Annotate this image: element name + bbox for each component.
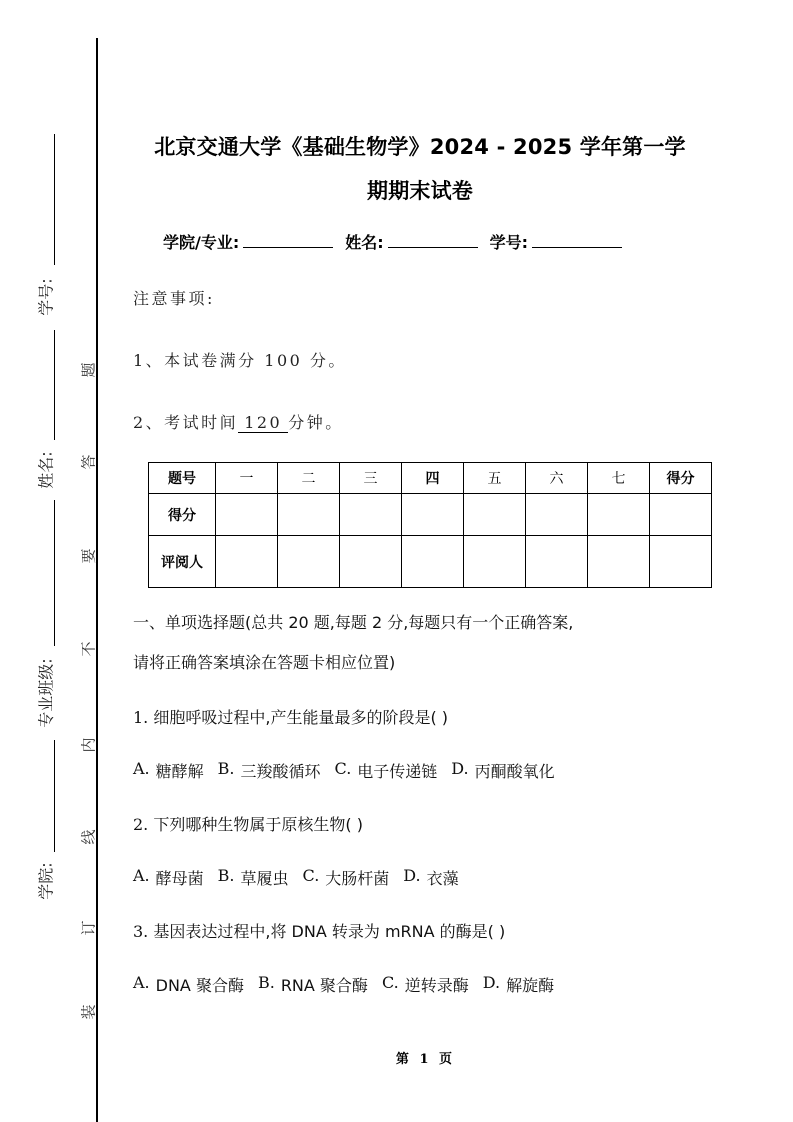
seal-text-char: 答 <box>79 454 98 470</box>
option-text: 糖酵解 <box>155 762 204 781</box>
option-letter: A. <box>133 759 150 778</box>
binding-label-major-class: 专业班级: <box>36 658 56 728</box>
option-text: 解旋酶 <box>506 976 555 995</box>
section1-heading-line1: 一、单项选择题(总共 20 题,每题 2 分,每题只有一个正确答案, <box>133 613 574 632</box>
student-id-blank[interactable] <box>532 231 622 248</box>
option-text: 三羧酸循环 <box>240 762 321 781</box>
score-cell <box>650 494 712 536</box>
exam-duration-value: 120 <box>238 414 288 433</box>
score-table-header-cell: 题号 <box>149 463 216 494</box>
grader-cell <box>216 536 278 588</box>
info-label: 姓名: <box>345 233 384 252</box>
option-text: 大肠杆菌 <box>325 869 390 888</box>
option-letter: D. <box>403 866 421 885</box>
score-table-header-cell: 二 <box>278 463 340 494</box>
question-1-stem <box>133 705 448 728</box>
seal-text-char: 装 <box>79 1004 98 1020</box>
page-number: 1 <box>419 1052 429 1067</box>
question-number: 3. <box>133 922 149 941</box>
option-letter: B. <box>257 973 275 992</box>
score-cell <box>278 494 340 536</box>
option-a <box>133 759 204 782</box>
college-major-blank[interactable] <box>243 231 333 248</box>
binding-underline <box>54 740 55 852</box>
score-cell <box>588 494 650 536</box>
score-cell <box>402 494 464 536</box>
page-prefix: 第 <box>395 1052 409 1067</box>
score-table-row-label: 评阅人 <box>149 536 216 588</box>
score-cell <box>464 494 526 536</box>
option-text: 衣藻 <box>426 869 459 888</box>
option-a <box>133 973 244 996</box>
question-2-stem <box>133 812 363 835</box>
note-item-2 <box>133 410 344 433</box>
score-table-header-row <box>149 463 712 494</box>
note-item-2-suffix: 分钟。 <box>288 413 344 432</box>
option-b <box>218 759 321 782</box>
seal-text-char: 要 <box>79 548 98 564</box>
grader-cell <box>650 536 712 588</box>
seal-line <box>96 38 98 1122</box>
option-letter: C. <box>381 973 399 992</box>
question-3-stem <box>133 919 505 942</box>
score-table-header-cell: 五 <box>464 463 526 494</box>
option-text: 酵母菌 <box>155 869 204 888</box>
info-field-name <box>345 230 477 253</box>
grader-cell <box>526 536 588 588</box>
info-label: 学院/专业: <box>163 233 240 252</box>
option-text: RNA 聚合酶 <box>280 976 368 995</box>
option-letter: D. <box>482 973 501 992</box>
score-table <box>148 462 712 588</box>
option-letter: D. <box>451 759 469 778</box>
student-info-row <box>163 230 634 253</box>
binding-label-student-id: 学号: <box>36 278 56 316</box>
question-text: 基因表达过程中,将 DNA 转录为 mRNA 的酶是( ) <box>153 922 506 941</box>
score-cell <box>216 494 278 536</box>
grader-cell <box>464 536 526 588</box>
option-letter: C. <box>302 866 320 885</box>
option-letter: A. <box>133 866 150 885</box>
option-c <box>303 866 390 889</box>
option-c <box>335 759 438 782</box>
question-1-options <box>133 759 555 782</box>
option-b <box>218 866 289 889</box>
question-3-options <box>133 973 554 996</box>
exam-title-line2: 期期末试卷 <box>367 179 473 203</box>
seal-text-char: 线 <box>79 829 98 845</box>
option-letter: B. <box>217 759 235 778</box>
section1-heading-line2: 请将正确答案填涂在答题卡相应位置) <box>133 653 396 672</box>
option-text: 丙酮酸氧化 <box>474 762 555 781</box>
grader-cell <box>278 536 340 588</box>
option-text: 草履虫 <box>240 869 289 888</box>
grader-cell <box>340 536 402 588</box>
question-text: 下列哪种生物属于原核生物( ) <box>153 815 363 834</box>
option-c <box>382 973 469 996</box>
name-blank[interactable] <box>388 231 478 248</box>
score-table-header-cell: 七 <box>588 463 650 494</box>
score-table-row-grader <box>149 536 712 588</box>
score-cell <box>526 494 588 536</box>
page-footer <box>0 1048 793 1067</box>
option-text: DNA 聚合酶 <box>155 976 244 995</box>
info-label: 学号: <box>489 233 529 252</box>
option-d <box>483 973 554 996</box>
note-item-1: 1、本试卷满分 100 分。 <box>133 351 347 370</box>
score-table-header-cell: 得分 <box>650 463 712 494</box>
score-table-header-cell: 四 <box>402 463 464 494</box>
option-letter: A. <box>133 973 150 992</box>
seal-text-char: 内 <box>79 737 98 753</box>
score-table-header-cell: 六 <box>526 463 588 494</box>
grader-cell <box>402 536 464 588</box>
score-table-header-cell: 一 <box>216 463 278 494</box>
question-number: 1. <box>133 708 149 727</box>
info-field-student-id <box>490 230 622 253</box>
option-text: 逆转录酶 <box>404 976 469 995</box>
binding-underline <box>54 134 55 265</box>
option-text: 电子传递链 <box>357 762 438 781</box>
note-item-2-prefix: 2、考试时间 <box>133 413 239 432</box>
score-table-row-label: 得分 <box>149 494 216 536</box>
binding-label-name: 姓名: <box>36 451 56 489</box>
option-d <box>451 759 554 782</box>
question-number: 2. <box>133 815 149 834</box>
score-table-row-score <box>149 494 712 536</box>
info-field-college-major <box>163 230 333 253</box>
option-letter: B. <box>217 866 235 885</box>
option-letter: C. <box>334 759 352 778</box>
notes-heading: 注意事项: <box>133 289 215 308</box>
seal-text-char: 不 <box>79 641 98 657</box>
binding-underline <box>54 330 55 440</box>
seal-text-char: 题 <box>79 362 98 378</box>
seal-text-char: 订 <box>79 920 98 936</box>
grader-cell <box>588 536 650 588</box>
page-suffix: 页 <box>439 1052 453 1067</box>
question-2-options <box>133 866 459 889</box>
question-text: 细胞呼吸过程中,产生能量最多的阶段是( ) <box>153 708 449 727</box>
exam-title-line1: 北京交通大学《基础生物学》2024 - 2025 学年第一学 <box>154 135 686 159</box>
score-table-header-cell: 三 <box>340 463 402 494</box>
option-b <box>258 973 368 996</box>
option-a <box>133 866 204 889</box>
binding-underline <box>54 500 55 646</box>
binding-label-college: 学院: <box>36 862 56 900</box>
option-d <box>403 866 458 889</box>
score-cell <box>340 494 402 536</box>
